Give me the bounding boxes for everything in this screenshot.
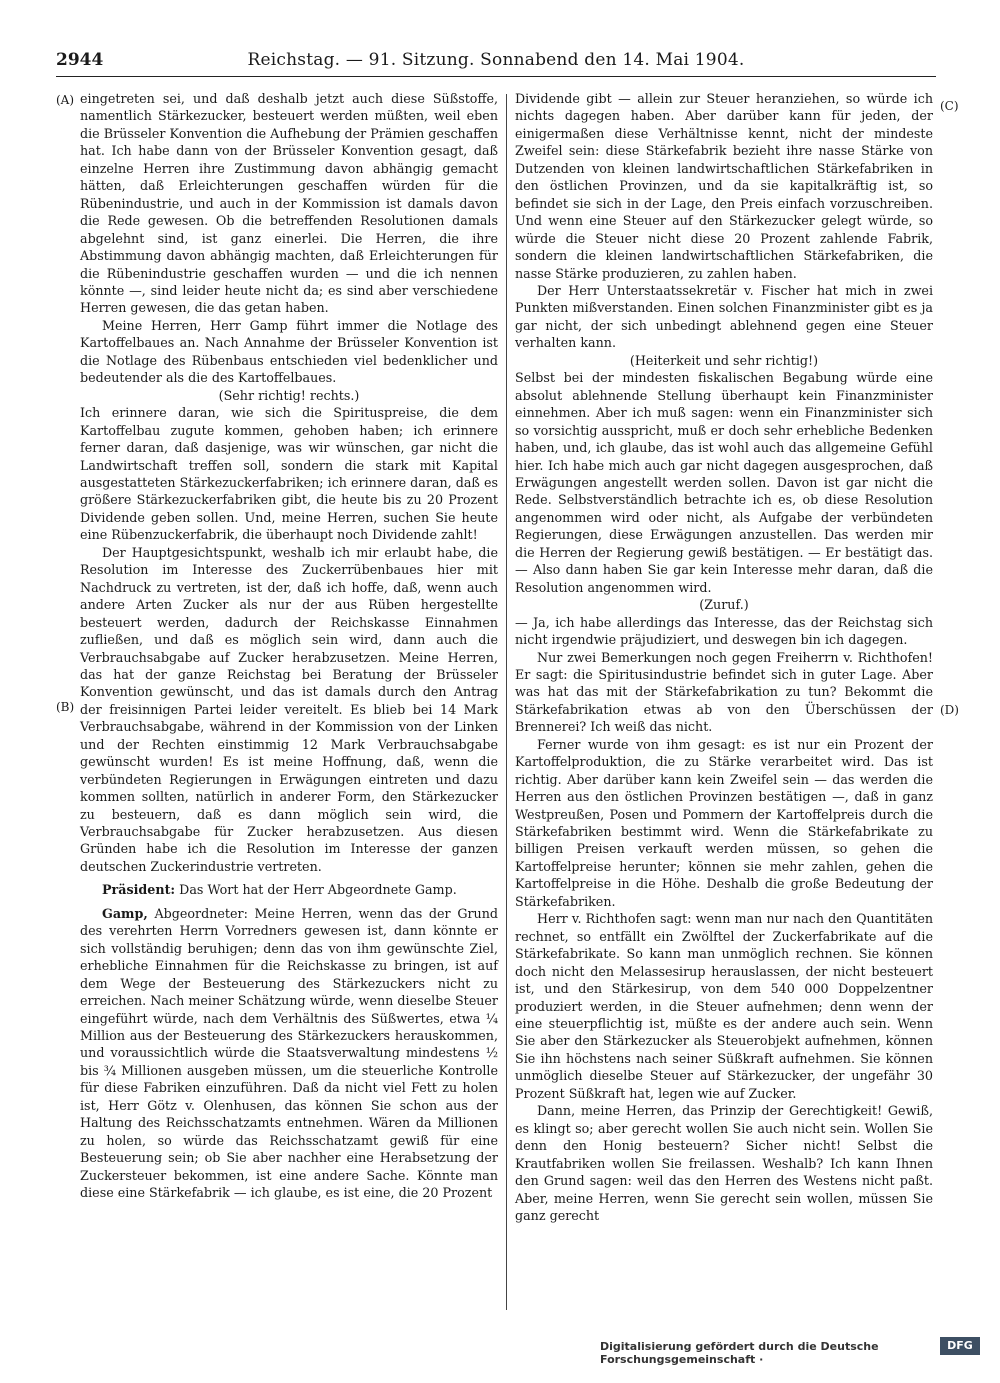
- speaker-name: Gamp,: [102, 905, 148, 921]
- margin-mark-a: (A): [56, 93, 75, 107]
- interjection: (Sehr richtig! rechts.): [218, 387, 360, 403]
- speech-text: Abgeordneter: Meine Herren, wenn das der Grund des verehrten Herrn Vorredners gewesen ist, dann könnte er sich vollständig beruhigen; denn das von ihm gewünschte Ziel, erhebliche Einnahmen für die Reichskasse zu bringen, ist auf dem Wege der Besteuerung des Stärkezuckers nicht zu erreichen. Nach meiner Schätzung würde, wenn dieselbe Steuer eingeführt würde, nach dem Verhältnis des Süßwertes, etwa ¼ Million aus der Besteuerung des Stärkezuckers herauskommen, und voraussichtlich würde die Staatsverwaltung mindestens ½ bis ¾ Millionen ausgeben müssen, um die steuerliche Kontrolle für diese Fabriken einzuführen. Daß da nicht viel Fett zu holen ist, Herr Götz v. Olenhusen, das können Sie schon aus der Haltung des Reichsschatzamts entnehmen. Wären da Millionen zu holen, so würde das Reichsschatzamt gewiß für eine Besteuerung sein; ob Sie aber nachher eine Herabsetzung der Zuckersteuer bekommen, ist eine andere Sache. Könnte man diese eine Stärkefabrik — ich glaube, es ist eine, die 20 Prozent: [80, 905, 498, 1201]
- dfg-logo: DFG: [940, 1337, 980, 1355]
- margin-mark-d: (D): [940, 703, 959, 717]
- paragraph: Meine Herren, Herr Gamp führt immer die Notlage des Kartoffelbaues an. Nach Annahme der Brüsseler Konvention ist die Notlage des Rübenbaus entschieden viel bedenklicher und bedeutender als die des Kartoffelbaues.: [80, 317, 498, 386]
- paragraph: Nur zwei Bemerkungen noch gegen Freiherrn v. Richthofen! Er sagt: die Spiritusindustrie befindet sich in guter Lage. Aber was hat das mit der Stärkefabrikation zu tun? Bekommt die Stärkefabrikation etwas ab von den Überschüssen der Brennerei? Ich weiß das nicht.: [515, 649, 933, 735]
- left-column: [80, 90, 498, 1202]
- paragraph: Ferner wurde von ihm gesagt: es ist nur ein Prozent der Kartoffelproduktion, die zu Stärke verarbeitet wird. Das ist richtig. Aber darüber kann kein Zweifel sein — das werden die Herren aus den östlichen Provinzen bestätigen —, daß in ganz Westpreußen, Posen und Pommern der Kartoffelpreis durch die Stärkefabriken bestimmt wird. Wenn die Stärkefabrikate zu billigen Preisen verkauft werden müssen, so gehen die Kartoffelpreise herunter; können sie mehr zahlen, gehen die Kartoffelpreise in die Höhe. Deshalb die große Bedeutung der Stärkefabriken.: [515, 736, 933, 909]
- paragraph: Dann, meine Herren, das Prinzip der Gerechtigkeit! Gewiß, es klingt so; aber gerecht wollen Sie auch nicht sein. Wollen Sie denn den Honig besteuern? Sicher nicht! Selbst die Krautfabriken wollen Sie freilassen. Weshalb? Ich kann Ihnen den Grund sagen: weil das den Herren des Westens nicht paßt. Aber, meine Herren, wenn Sie gerecht sein wollen, müssen Sie ganz gerecht: [515, 1103, 933, 1223]
- interjection: (Zuruf.): [699, 597, 749, 613]
- paragraph: — Ja, ich habe allerdings das Interesse, das der Reichstag sich nicht irgendwie präjudiziert, und deswegen bin ich dagegen.: [515, 614, 933, 648]
- margin-mark-c: (C): [940, 99, 959, 113]
- speaker-name: Präsident:: [102, 882, 176, 898]
- paragraph: Der Herr Unterstaatssekretär v. Fischer hat mich in zwei Punkten mißverstanden. Einen solchen Finanzminister gibt es ja gar nicht, der sich unbedingt ablehnend gegen eine Steuer verhalten kann.: [515, 282, 933, 351]
- paragraph: Ich erinnere daran, wie sich die Spirituspreise, die dem Kartoffelbau zugute kommen, gehoben haben; ich erinnere ferner daran, daß dasjenige, was wir wünschen, gar nicht die Landwirtschaft treffen soll, sondern die stark mit Kapital ausgestatteten Stärkezuckerfabriken; ich erinnere daran, daß es größere Stärkezuckerfabriken gibt, die heute bis zu 20 Prozent Dividende geben sollen. Und, meine Herren, suchen Sie heute eine Rübenzuckerfabrik, die überhaupt noch Dividende zahlt!: [80, 405, 498, 543]
- paragraph: Selbst bei der mindesten fiskalischen Begabung würde eine absolut ablehnende Stellung überhaupt kein Finanzminister einnehmen. Aber ich muß sagen: wenn ein Finanzminister sich so vorsichtig ausspricht, muß er doch sehr erhebliche Bedenken haben, und, ich glaube, das ist wohl auch das allgemeine Gefühl hier. Ich habe mich auch gar nicht dagegen ausgesprochen, daß Erwägungen angestellt werden sollen. Davon ist gar nicht die Rede. Selbstverständlich betrachte ich es, ob diese Resolution angenommen wird oder nicht, als Aufgabe der verbündeten Regierungen, diese Erwägungen anzustellen. Das werden mir die Herren der Regierung gewiß bestätigen. — Er bestätigt das. — Also dann haben Sie gar kein Interesse mehr daran, daß die Resolution angenommen wird.: [515, 370, 933, 595]
- gamp-speech: [80, 905, 498, 1202]
- digitization-credit: [600, 1336, 980, 1366]
- margin-mark-b: (B): [56, 700, 75, 714]
- interjection: (Heiterkeit und sehr richtig!): [629, 352, 819, 368]
- credit-text: Digitalisierung gefördert durch die Deutsche Forschungsgemeinschaft ·: [600, 1340, 879, 1366]
- running-head: Reichstag. — 91. Sitzung. Sonnabend den 14. Mai 1904.: [247, 50, 745, 70]
- column-divider: [506, 94, 507, 1310]
- page-header: [56, 50, 936, 77]
- statement-text: Das Wort hat der Herr Abgeordnete Gamp.: [179, 882, 457, 898]
- page-number: 2944: [56, 50, 104, 70]
- right-column: [515, 90, 933, 1224]
- paragraph: Herr v. Richthofen sagt: wenn man nur nach den Quantitäten rechnet, so entfällt ein Zwölftel der Zuckerfabrikate auf die Stärkefabrikate. So kann man unmöglich rechnen. Sie können doch nicht den Melassesirup herauslassen, der nicht besteuert ist, und den Stärkesirup, von dem 540 000 Doppelzentner produziert werden, in die Steuer aufnehmen; denn wenn der eine steuerpflichtig ist, müßte es der andere auch sein. Wenn Sie aber den Stärkezucker als Steuerobjekt aufnehmen, können Sie ihn höchstens nach seiner Süßkraft aufnehmen. Sie können unmöglich dieselbe Steuer auf Stärkezucker, der ungefähr 30 Prozent Süßkraft hat, legen wie auf Zucker.: [515, 911, 933, 1101]
- president-statement: [80, 881, 498, 898]
- paragraph: Dividende gibt — allein zur Steuer heranziehen, so würde ich nichts dagegen haben. Aber darüber kann für jeden, der einigermaßen diese Verhältnisse kennt, nicht der mindeste Zweifel sein: diese Stärkefabrik bezieht ihre nasse Stärke von Dutzenden von kleinen landwirtschaftlichen Stärkefabriken in den östlichen Provinzen, und da sie kapitalkräftig ist, so befindet sie sich in der Lage, den Preis einfach vorzuschreiben. Und wenn eine Steuer auf den Stärkezucker gelegt würde, so würde die Steuer nicht diese 20 Prozent zahlende Fabrik, sondern die kleinen landwirtschaftlichen Stärkefabriken, die nasse Stärke produzieren, zu zahlen haben.: [515, 91, 933, 281]
- paragraph: Der Hauptgesichtspunkt, weshalb ich mir erlaubt habe, die Resolution im Interesse des Zuckerrübenbaues hier mit Nachdruck zu vertreten, ist der, daß ich hoffe, daß, wenn auch andere Arten Zucker als nur der aus Rüben hergestellte besteuert werden, dadurch der Reichskasse Einnahmen zufließen, und daß es möglich sein wird, dann auch die Verbrauchsabgabe auf Zucker herabzusetzen. Meine Herren, das hat der ganze Reichstag bei Beratung der Brüsseler Konvention gewünscht, und das ist damals durch den Antrag der freisinnigen Partei leider vereitelt. Es blieb bei 14 Mark Verbrauchsabgabe, während in der Kommission von der Linken und der Rechten einstimmig 12 Mark Verbrauchsabgabe gewünscht wurden! Es ist meine Hoffnung, daß, wenn die verbündeten Regierungen in Erwägungen eintreten und dazu kommen sollten, natürlich in anderer Form, den Stärkezucker zu besteuern, daß es dann möglich sein wird, die Verbrauchsabgabe für Zucker herabzusetzen. Aus diesen Gründen habe ich die Resolution im Interesse der ganzen deutschen Zuckerindustrie vertreten.: [80, 544, 498, 874]
- paragraph: eingetreten sei, und daß deshalb jetzt auch diese Süßstoffe, namentlich Stärkezucker, besteuert werden müßten, weil eben die Brüsseler Konvention die Aufhebung der Prämien geschaffen hat. Ich habe dann von der Brüsseler Konvention gesagt, daß einzelne Herren ihre Zustimmung davon abhängig gemacht hätten, daß Erleichterungen geschaffen würden für die Rübenindustrie, und auch in der Kommission ist damals davon die Rede gewesen. Ob die betreffenden Resolutionen damals abgelehnt sind, ist ganz einerlei. Die Herren, die ihre Abstimmung davon abhängig machten, daß Erleichterungen für die Rübenindustrie geschaffen wurden — und die ich nennen könnte —, sind leider heute nicht da; es sind aber verschiedene Herren gewesen, die das getan haben.: [80, 91, 498, 316]
